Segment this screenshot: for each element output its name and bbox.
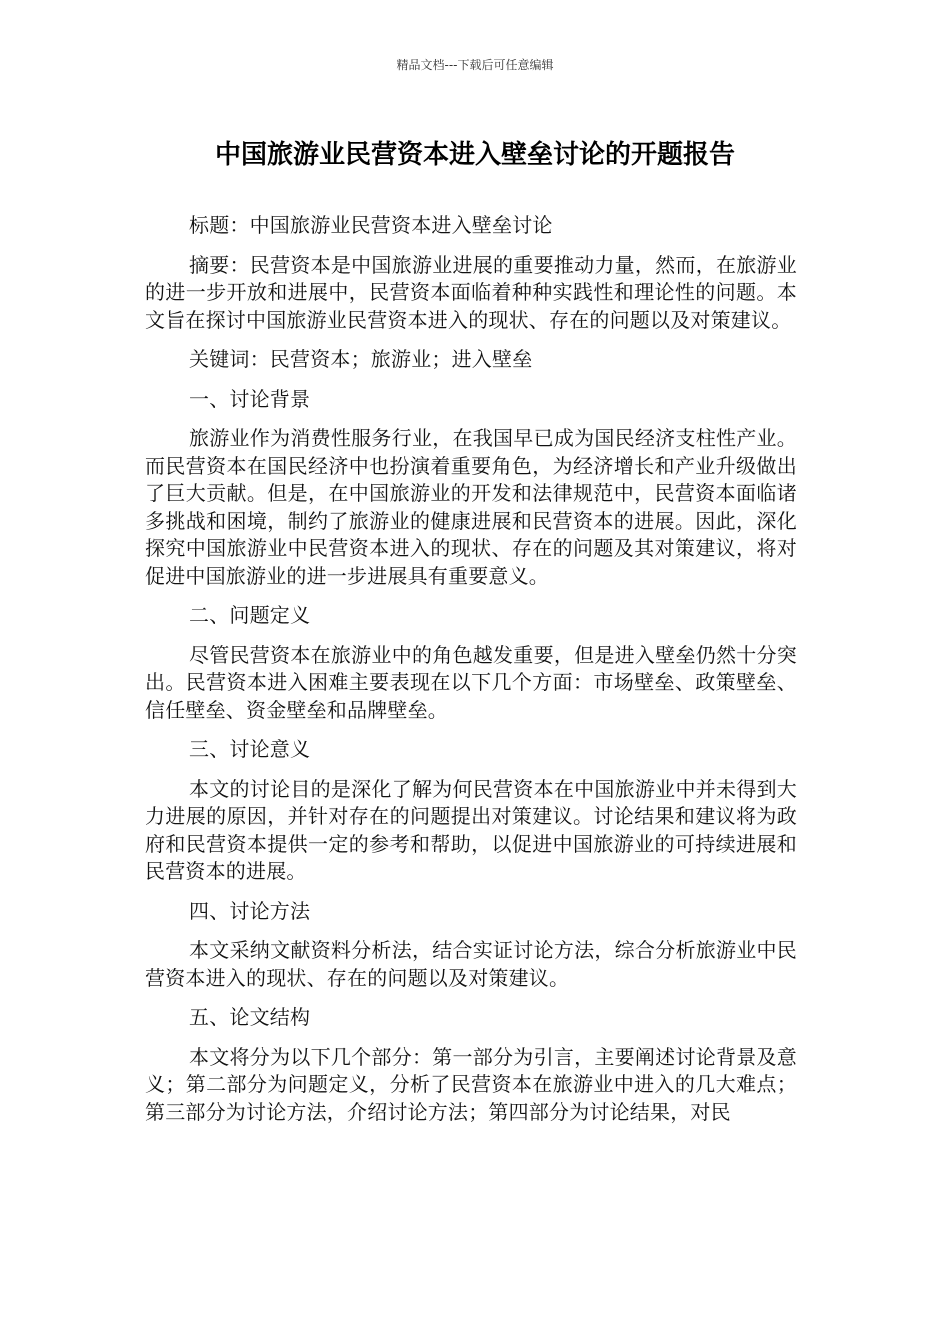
section-heading-significance: 三、讨论意义 [189, 737, 311, 761]
significance-paragraph: 本文的讨论目的是深化了解为何民营资本在中国旅游业中并未得到大力进展的原因，并针对存在的问题提出对策建议。讨论结果和建议将为政府和民营资本提供一定的参考和帮助，以促进中国旅游业的可持续进展和民营资本的进展。 [145, 776, 797, 883]
structure-paragraph: 本文将分为以下几个部分：第一部分为引言，主要阐述讨论背景及意义；第二部分为问题定义，分析了民营资本在旅游业中进入的几大难点；第三部分为讨论方法，介绍讨论方法；第四部分为讨论结果，对民 [145, 1044, 797, 1124]
keywords-line: 关键词：民营资本；旅游业；进入壁垒 [189, 347, 533, 371]
abstract-paragraph: 摘要：民营资本是中国旅游业进展的重要推动力量，然而，在旅游业的进一步开放和进展中，民营资本面临着种种实践性和理论性的问题。本文旨在探讨中国旅游业民营资本进入的现状、存在的问题以及对策建议。 [145, 252, 797, 332]
section-heading-problem: 二、问题定义 [189, 603, 311, 627]
section-heading-background: 一、讨论背景 [189, 386, 311, 411]
section-heading-structure: 五、论文结构 [189, 1005, 311, 1029]
document-title: 中国旅游业民营资本进入壁垒讨论的开题报告 [214, 140, 735, 170]
header-note: 精品文档---下载后可任意编辑 [396, 58, 554, 72]
title-line: 标题：中国旅游业民营资本进入壁垒讨论 [189, 213, 553, 237]
problem-paragraph: 尽管民营资本在旅游业中的角色越发重要，但是进入壁垒仍然十分突出。民营资本进入困难主要表现在以下几个方面：市场壁垒、政策壁垒、信任壁垒、资金壁垒和品牌壁垒。 [145, 642, 797, 722]
method-paragraph: 本文采纳文献资料分析法，结合实证讨论方法，综合分析旅游业中民营资本进入的现状、存在的问题以及对策建议。 [145, 938, 797, 990]
document-body [145, 212, 797, 1138]
background-paragraph: 旅游业作为消费性服务行业，在我国早已成为国民经济支柱性产业。而民营资本在国民经济中也扮演着重要角色，为经济增长和产业升级做出了巨大贡献。但是，在中国旅游业的开发和法律规范中，民营资本面临诸多挑战和困境，制约了旅游业的健康进展和民营资本的进展。因此，深化探究中国旅游业中民营资本进入的现状、存在的问题及其对策建议，将对促进中国旅游业的进一步进展具有重要意义。 [145, 426, 797, 588]
section-heading-method: 四、讨论方法 [189, 898, 311, 923]
